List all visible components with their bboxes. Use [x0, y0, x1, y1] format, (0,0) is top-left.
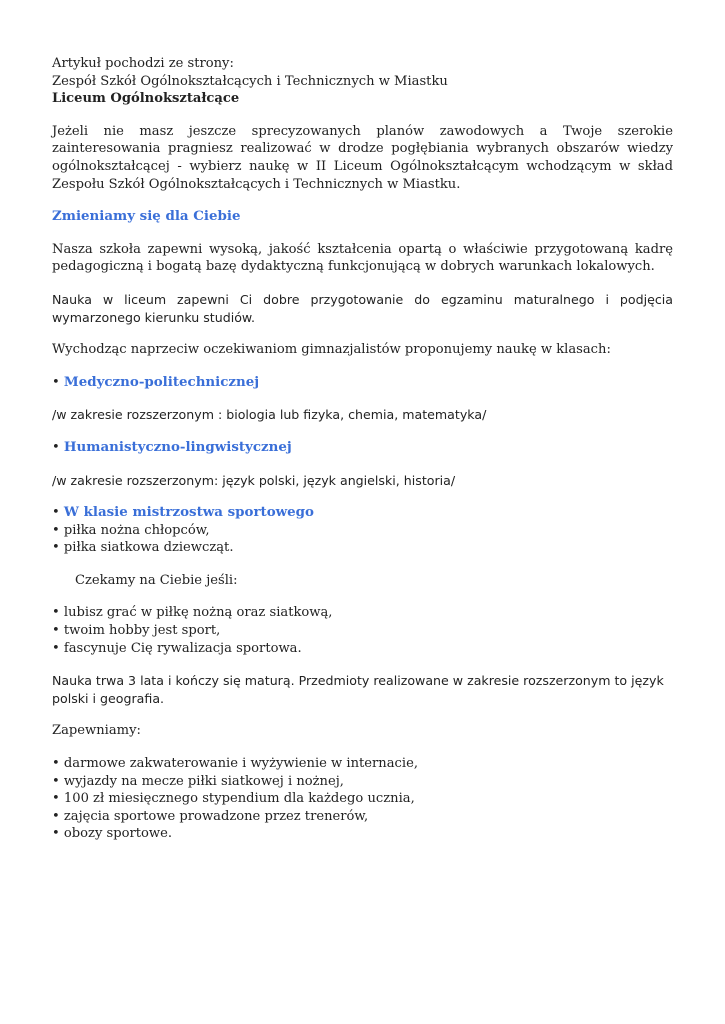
paragraph-quality: Nasza szkoła zapewni wysoką, jakość kształcenia opartą o właściwie przygotowaną kadrę pedagogiczną i bogatą bazę dydaktyczną funkcjonującą w dobrych warunkach lokalowych. [52, 241, 673, 275]
source-line-2: Zespół Szkół Ogólnokształcących i Technicznych w Miastku [52, 73, 448, 89]
if-item-3: fascynuje Cię rywalizacja sportowa. [63, 640, 302, 656]
article [52, 55, 673, 843]
bullet: • [52, 640, 60, 656]
bullet: • [52, 439, 60, 455]
class-item-2 [52, 439, 673, 457]
list-item [52, 622, 673, 640]
section-heading: Zmieniamy się dla Ciebie [52, 208, 241, 225]
list-item [52, 539, 673, 557]
list-item [52, 522, 673, 540]
class-item-3 [52, 504, 673, 522]
bullet: • [52, 773, 60, 789]
list-item [52, 808, 673, 826]
if-item-1: lubisz grać w piłkę nożną oraz siatkową, [63, 605, 333, 621]
bullet: • [52, 826, 60, 842]
list-item [52, 825, 673, 843]
provide-item-5: obozy sportowe. [63, 826, 173, 842]
duration-paragraph: Nauka trwa 3 lata i kończy się maturą. Przedmioty realizowane w zakresie rozszerzonym to język polski i geografia. [52, 673, 664, 706]
bullet: • [52, 505, 60, 521]
provide-label: Zapewniamy: [52, 723, 141, 739]
class-name-2: Humanistyczno-lingwistycznej [63, 438, 292, 455]
if-item-2: twoim hobby jest sport, [63, 623, 221, 639]
class-name-3: W klasie mistrzostwa sportowego [63, 504, 314, 521]
class-desc-1: /w zakresie rozszerzonym : biologia lub fizyka, chemia, matematyka/ [52, 407, 487, 423]
list-item [52, 755, 673, 773]
page-title: Liceum Ogólnokształcące [52, 91, 240, 107]
list-item [52, 640, 673, 658]
bullet: • [52, 605, 60, 621]
bullet: • [52, 623, 60, 639]
sport-item-2: piłka siatkowa dziewcząt. [63, 540, 234, 556]
intro-paragraph: Jeżeli nie masz jeszcze sprecyzowanych planów zawodowych a Twoje szerokie zainteresowania pragniesz realizować w drodze pogłębiania wybranych obszarów wiedzy ogólnokształcącej - wybierz naukę w II Liceum Ogólnokształcącym wchodzącym w skład Zespołu Szkół Ogólnokształcących i Technicznych w Miastku. [52, 123, 673, 192]
paragraph-classes-intro: Wychodząc naprzeciw oczekiwaniom gimnazjalistów proponujemy naukę w klasach: [52, 342, 611, 358]
sport-item-1: piłka nożna chłopców, [63, 522, 210, 538]
list-item [52, 604, 673, 622]
source-line-1: Artykuł pochodzi ze strony: [52, 56, 234, 71]
provide-item-2: wyjazdy na mecze piłki siatkowej i nożnej, [63, 773, 344, 789]
bullet: • [52, 756, 60, 772]
provide-item-4: zajęcia sportowe prowadzone przez trenerów, [63, 808, 369, 824]
class-desc-2: /w zakresie rozszerzonym: język polski, język angielski, historia/ [52, 472, 456, 488]
waiting-heading: Czekamy na Ciebie jeśli: [75, 572, 238, 588]
class-item-1 [52, 374, 673, 392]
bullet: • [52, 540, 60, 556]
bullet: • [52, 522, 60, 538]
bullet: • [52, 374, 60, 390]
paragraph-preparation: Nauka w liceum zapewni Ci dobre przygotowanie do egzaminu maturalnego i podjęcia wymarzonego kierunku studiów. [52, 291, 673, 325]
list-item [52, 790, 673, 808]
bullet: • [52, 808, 60, 824]
provide-item-1: darmowe zakwaterowanie i wyżywienie w internacie, [63, 756, 418, 772]
provide-item-3: 100 zł miesięcznego stypendium dla każdego ucznia, [63, 791, 415, 807]
list-item [52, 773, 673, 791]
bullet: • [52, 791, 60, 807]
class-name-1: Medyczno-politechnicznej [63, 373, 260, 390]
